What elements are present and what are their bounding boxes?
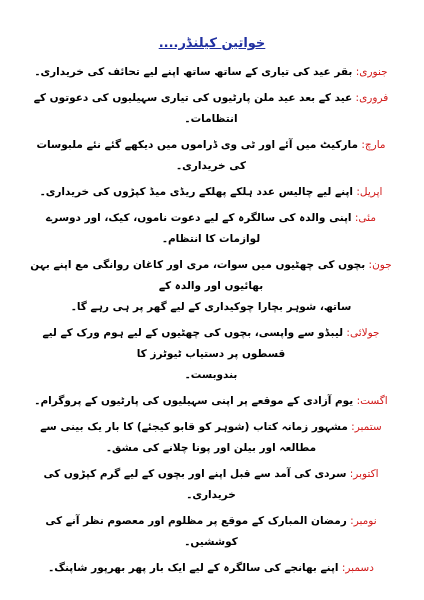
month-label: اگست: (356, 395, 388, 407)
month-label: جولائی: (346, 327, 380, 339)
month-label: فروری: (355, 92, 389, 104)
calendar-entry-april (28, 182, 394, 203)
calendar-entry-august (28, 391, 394, 412)
entry-text: رمضان المبارک کے موقع پر مظلوم اور معصوم نظر آنے کی کوششیں۔ (45, 515, 347, 548)
month-label: اپریل: (356, 186, 383, 198)
calendar-entry-may (28, 208, 394, 250)
month-label: اکتوبر: (349, 468, 379, 480)
calendar-entry-july (28, 323, 394, 386)
page-title: خواتین کیلنڈر.... (158, 36, 266, 51)
calendar-entry-january (28, 62, 394, 83)
calendar-entry-october (28, 464, 394, 506)
month-label: ستمبر: (351, 421, 382, 433)
calendar-entry-february (28, 88, 394, 130)
month-label: جون: (368, 259, 392, 271)
calendar-entry-march (28, 135, 394, 177)
month-label: جنوری: (355, 66, 388, 78)
entry-text-continued: بندوبست۔ (184, 369, 238, 381)
entry-text: اپنی والدہ کی سالگرہ کے لیے دعوت ناموں، کیک، اور دوسرے لوازمات کا انتظام۔ (46, 212, 352, 245)
entry-text: عید کے بعد عید ملن پارٹیوں کی تیاری سہیلیوں کی دعوتوں کے انتظامات۔ (33, 92, 353, 125)
entry-text: بچوں کی چھٹیوں میں سوات، مری اور کاغان روانگی مع اپنے بہن بھائیوں اور والدہ کے (30, 259, 366, 292)
entry-text: یوم آزادی کے موقعے پر اپنی سہیلیوں کی پارٹیوں کے پروگرام۔ (34, 395, 354, 407)
calendar-list (28, 62, 394, 584)
entry-text: مارکیٹ میں آئے اور ٹی وی ڈراموں میں دیکھے گئے نئے ملبوسات کی خریداری۔ (36, 139, 358, 172)
entry-text: لیبڈو سے واپسی، بچوں کی چھٹیوں کے لیے ہوم ورک کے لیے قسطوں پر دستیاب ٹیوٹرز کا (42, 327, 344, 360)
month-label: نومبر: (350, 515, 377, 527)
month-label: دسمبر: (341, 562, 374, 574)
entry-text: اپنے لیے چالیس عدد ہلکے پھلکے ریڈی میڈ کپڑوں کی خریداری۔ (39, 186, 354, 198)
month-label: مارچ: (361, 139, 386, 151)
entry-text: اپنے بھانجے کی سالگرہ کے لیے ایک بار پھر بھرپور شاپنگ۔ (48, 562, 339, 574)
calendar-entry-june (28, 255, 394, 318)
entry-text: بقر عید کی تیاری کے ساتھ ساتھ اپنے لیے تحائف کی خریداری۔ (34, 66, 353, 78)
entry-text: سردی کی آمد سے قبل اپنے اور بچوں کے لیے گرم کپڑوں کی خریداری۔ (43, 468, 347, 501)
entry-text-continued: ساتھ، شوہر بچارا چوکیداری کے لیے گھر پر ہی رہے گا۔ (70, 301, 352, 313)
calendar-entry-november (28, 511, 394, 553)
month-label: مئی: (354, 212, 376, 224)
calendar-entry-december (28, 558, 394, 579)
entry-text: مشہور زمانہ کتاب (شوہر کو قابو کیجئے) کا بار یک بینی سے مطالعہ اور بیلن اور پونا چلانے کی مشق۔ (40, 421, 348, 454)
calendar-entry-september (28, 417, 394, 459)
